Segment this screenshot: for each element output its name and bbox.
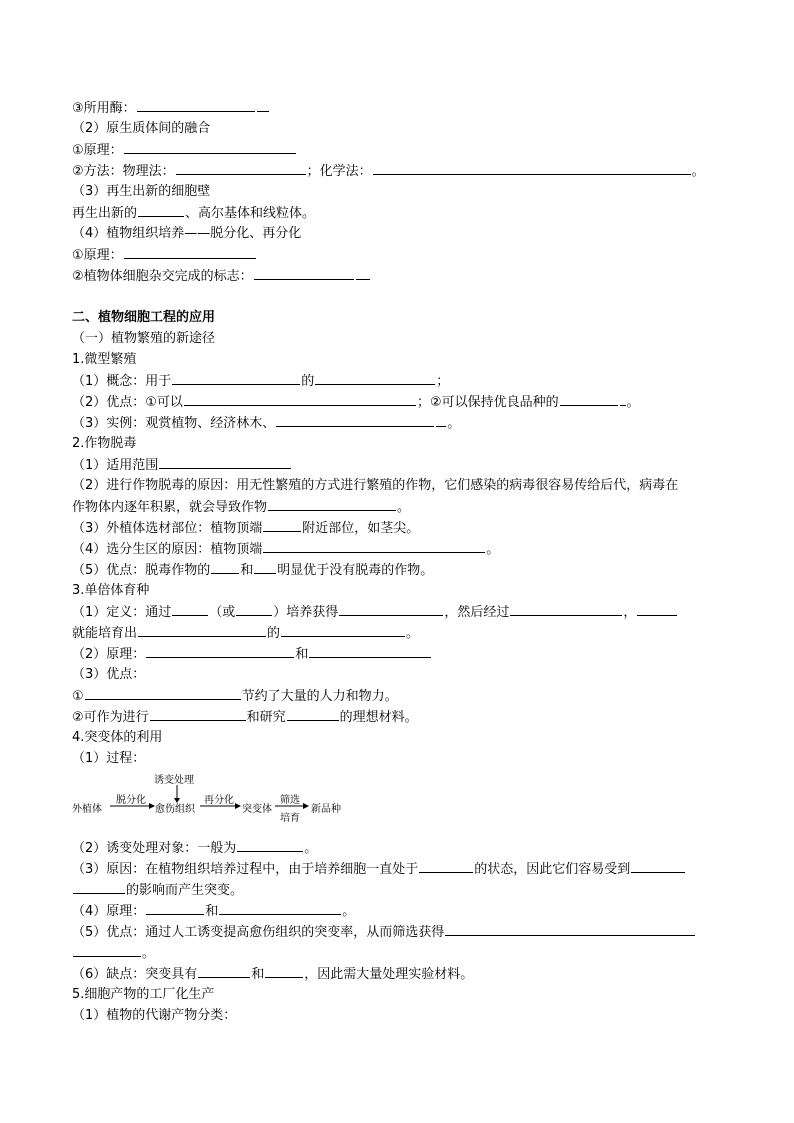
micro-title-text: 1.微型繁殖 (72, 352, 137, 367)
blank[interactable] (254, 265, 354, 280)
haploid-advantages (72, 664, 724, 685)
text: 节约了大量的人力和物力。 (241, 689, 398, 704)
detox-advantage (72, 559, 724, 580)
mutant-advantage (72, 921, 724, 942)
blank[interactable] (445, 921, 695, 936)
blank[interactable] (198, 963, 250, 978)
micro-title (72, 349, 724, 370)
text: 。 (304, 841, 318, 856)
blank[interactable] (124, 244, 256, 259)
text: ②可作为进行 (72, 710, 149, 725)
explant-node: 外植体 (72, 804, 102, 815)
blank[interactable] (73, 942, 141, 957)
mutant-process-diagram (72, 771, 724, 833)
hybrid-sign (72, 265, 724, 286)
blank[interactable] (124, 139, 296, 154)
haploid-title-text: 3.单倍体育种 (72, 583, 150, 598)
text: （2）优点：①可以 (72, 395, 183, 410)
micro-advantage (72, 391, 724, 412)
text: 。 (406, 626, 420, 641)
fusion-heading (72, 118, 724, 139)
blank[interactable] (276, 412, 434, 427)
text: 的 (301, 374, 315, 389)
text: 的理想材料。 (339, 710, 418, 725)
detox-title (72, 433, 724, 454)
text: 明显优于没有脱毒的作物。 (277, 563, 434, 578)
haploid-definition (72, 601, 724, 622)
text: （1）定义：通过 (72, 605, 172, 620)
text: ① (72, 689, 84, 704)
text: ）培养获得 (273, 605, 339, 620)
blank[interactable] (146, 900, 204, 915)
blank[interactable] (620, 391, 626, 406)
blank[interactable] (268, 496, 396, 511)
blank[interactable] (309, 643, 431, 658)
principle-label: ①原理： (72, 143, 123, 158)
fusion-heading-text: （2）原生质体间的融合 (72, 121, 211, 136)
period: 。 (691, 164, 705, 179)
text: ，因此需大量处理实验材料。 (304, 967, 474, 982)
blank[interactable] (176, 160, 306, 175)
method-label: ②方法：物理法： (72, 164, 175, 179)
mutant-principle (72, 900, 724, 921)
haploid-adv-2 (72, 706, 724, 727)
blank[interactable] (315, 370, 435, 385)
wall-label: 再生出新的 (72, 206, 138, 221)
haploid-definition-cont (72, 622, 724, 643)
text: 的 (267, 626, 281, 641)
blank[interactable] (436, 412, 446, 427)
mutant-node: 突变体 (242, 804, 272, 815)
mutagenesis-label: 诱变处理 (154, 775, 194, 786)
screening-label: 筛选 (280, 795, 300, 806)
text: （1）适用范围 (72, 458, 159, 473)
callus-node: 愈伤组织 (155, 804, 195, 815)
mutant-process (72, 748, 724, 769)
detox-material (72, 517, 724, 538)
text: 。 (486, 542, 500, 557)
mutant-title-text: 4.突变体的利用 (72, 730, 163, 745)
blank[interactable] (257, 97, 269, 112)
fusion-method (72, 160, 724, 181)
blank[interactable] (631, 858, 685, 873)
culture-principle (72, 244, 724, 265)
blank[interactable] (356, 265, 370, 280)
blank[interactable] (211, 559, 239, 574)
text: （或 (209, 605, 236, 620)
blank[interactable] (265, 963, 303, 978)
text: （2）原理： (72, 647, 146, 662)
breeding-label: 培育 (280, 813, 300, 824)
section-title-text: 二、植物细胞工程的应用 (72, 310, 216, 325)
blank[interactable] (373, 160, 691, 175)
mutant-advantage-cont (72, 942, 724, 963)
text: （6）缺点：突变具有 (72, 967, 198, 982)
blank[interactable] (172, 601, 208, 616)
text: 和研究 (246, 710, 286, 725)
chem-label: ；化学法： (306, 164, 372, 179)
micro-concept (72, 370, 724, 391)
blank[interactable] (263, 538, 485, 553)
redifferentiation-label: 再分化 (204, 795, 234, 806)
text: 作物体内逐年积累，就会导致作物 (72, 500, 268, 515)
blank[interactable] (560, 391, 618, 406)
blank[interactable] (637, 601, 677, 616)
blank[interactable] (159, 454, 291, 469)
text: （3）原因：在植物组织培养过程中，由于培养细胞一直处于 (72, 862, 419, 877)
text: 。 (626, 395, 640, 410)
text: 附近部位，如茎尖。 (302, 521, 420, 536)
text: （5）优点：脱毒作物的 (72, 563, 211, 578)
text: （3）外植体选材部位：植物顶端 (72, 521, 263, 536)
blank[interactable] (219, 900, 341, 915)
blank[interactable] (146, 643, 294, 658)
culture-heading (72, 223, 724, 244)
text: （1）过程： (72, 751, 146, 766)
blank[interactable] (510, 601, 622, 616)
mutant-reason (72, 858, 724, 879)
hybrid-sign-label: ②植物体细胞杂交完成的标志： (72, 269, 253, 284)
blank[interactable] (172, 370, 300, 385)
text: ；②可以保持优良品种的 (416, 395, 559, 410)
blank[interactable] (254, 559, 276, 574)
micro-example (72, 412, 724, 433)
text: 。 (142, 946, 156, 961)
blank[interactable] (150, 706, 246, 721)
detox-why (72, 538, 724, 559)
fusion-principle (72, 139, 724, 160)
text: （1）概念：用于 (72, 374, 172, 389)
text: （1）植物的代谢产物分类： (72, 1008, 237, 1023)
enzyme-label: ③所用酶： (72, 101, 136, 116)
text: ，然后经过 (444, 605, 510, 620)
detox-reason (72, 475, 724, 496)
detox-scope (72, 454, 724, 475)
blank[interactable] (73, 879, 125, 894)
blank[interactable] (263, 517, 301, 532)
haploid-title (72, 580, 724, 601)
wall-line (72, 202, 724, 223)
text: 的影响而产生突变。 (126, 883, 244, 898)
blank[interactable] (137, 97, 255, 112)
text: 。 (397, 500, 411, 515)
section-2-subtitle (72, 328, 724, 349)
mutant-disadvantage (72, 963, 724, 984)
mutant-title (72, 727, 724, 748)
haploid-principle (72, 643, 724, 664)
dedifferentiation-label: 脱分化 (116, 795, 146, 806)
text: （3）优点： (72, 667, 146, 682)
blank[interactable] (138, 622, 266, 637)
blank[interactable] (287, 706, 339, 721)
wall-end: 、高尔基体和线粒体。 (185, 206, 316, 221)
blank[interactable] (236, 601, 272, 616)
wall-heading-text: （3）再生出新的细胞壁 (72, 184, 211, 199)
text: 。 (342, 904, 356, 919)
text: 和 (251, 967, 265, 982)
section-subtitle-text: （一）植物繁殖的新途径 (72, 331, 216, 346)
text: ； (436, 374, 450, 389)
section-2-title (72, 307, 724, 328)
blank[interactable] (138, 202, 184, 217)
blank[interactable] (281, 622, 405, 637)
text: （2）诱变处理对象：一般为 (72, 841, 237, 856)
text: （2）进行作物脱毒的原因：用无性繁殖的方式进行繁殖的作物，它们感染的病毒很容易传给后代，病毒在 (72, 478, 679, 493)
mutant-reason-cont (72, 879, 724, 900)
detox-reason-cont (72, 496, 724, 517)
blank[interactable] (339, 601, 443, 616)
text: 和 (205, 904, 219, 919)
wall-heading (72, 181, 724, 202)
haploid-adv-1 (72, 685, 724, 706)
blank[interactable] (419, 858, 473, 873)
culture-heading-text: （4）植物组织培养——脱分化、再分化 (72, 226, 302, 241)
worksheet-page (72, 97, 724, 1026)
factory-title-text: 5.细胞产物的工厂化生产 (72, 987, 215, 1002)
text: 和 (240, 563, 254, 578)
enzyme-line (72, 97, 724, 118)
text: 和 (295, 647, 309, 662)
text: 。 (447, 416, 461, 431)
factory-title (72, 984, 724, 1005)
text: （5）优点：通过人工诱变提高愈伤组织的突变率，从而筛选获得 (72, 925, 445, 940)
factory-classification (72, 1005, 724, 1026)
text: （4）选分生区的原因：植物顶端 (72, 542, 263, 557)
detox-title-text: 2.作物脱毒 (72, 436, 137, 451)
text: 就能培育出 (72, 626, 138, 641)
blank[interactable] (184, 391, 416, 406)
text: 的状态，因此它们容易受到 (474, 862, 631, 877)
text: ， (623, 605, 637, 620)
blank[interactable] (85, 685, 241, 700)
blank[interactable] (237, 837, 303, 852)
new-variety-node: 新品种 (311, 804, 341, 815)
text: （3）实例：观赏植物、经济林木、 (72, 416, 276, 431)
principle-label: ①原理： (72, 248, 123, 263)
text: （4）原理： (72, 904, 146, 919)
mutant-object (72, 837, 724, 858)
